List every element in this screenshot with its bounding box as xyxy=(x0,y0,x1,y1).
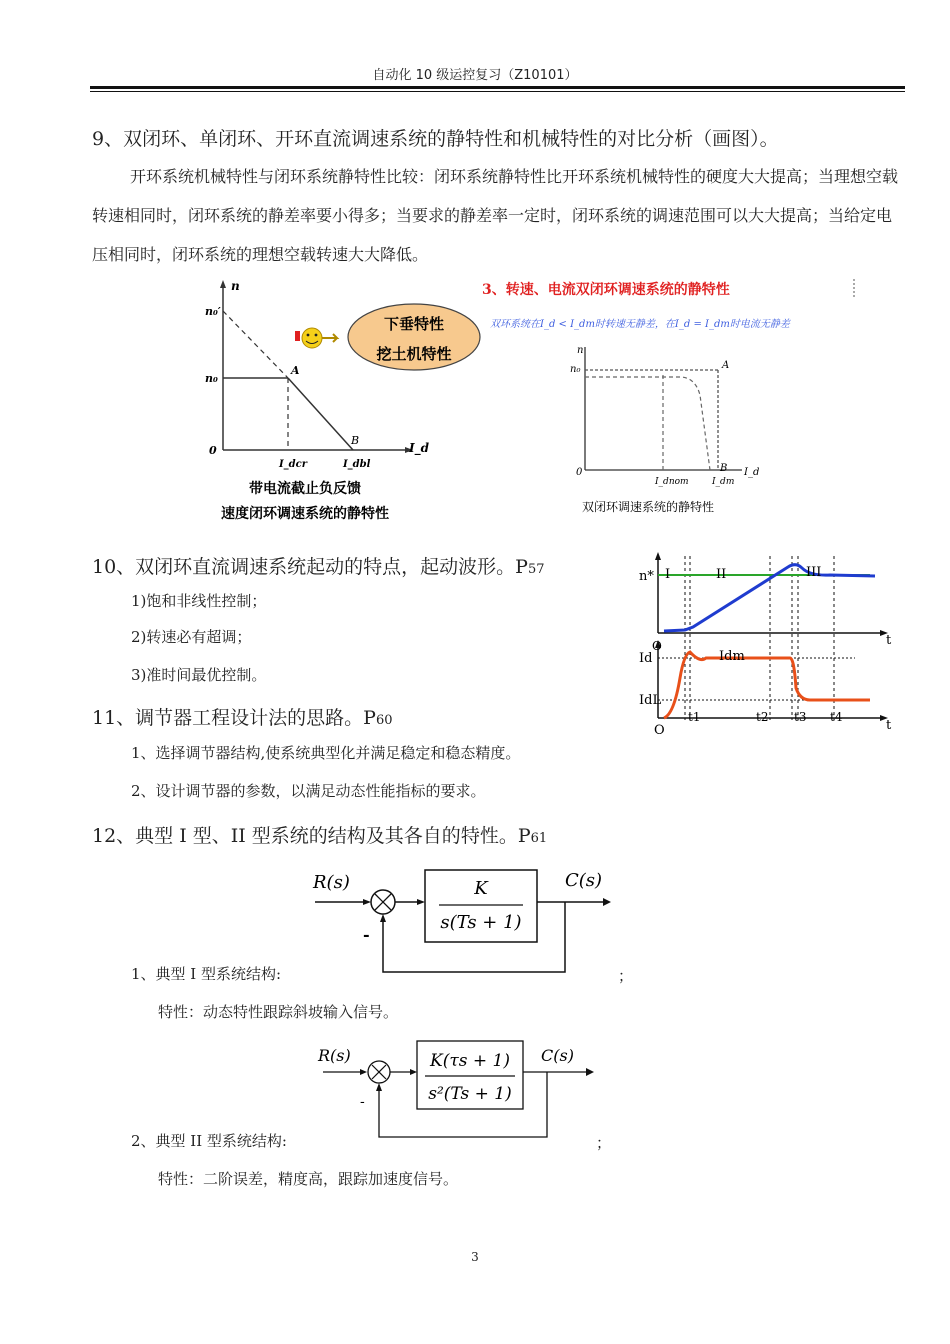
type1-to-block-arrow xyxy=(417,899,425,905)
q10-item-2: 2)转速必有超调； xyxy=(131,628,252,646)
bottom-t-label: t xyxy=(886,718,892,733)
header-rule-thin xyxy=(90,91,905,92)
left-y-arrow xyxy=(220,280,226,288)
right-caption: 双闭环调速系统的静特性 xyxy=(581,500,715,514)
q9-title: 9、双闭环、单闭环、开环直流调速系统的静特性和机械特性的对比分析（画图）。 xyxy=(92,128,779,150)
right-x-label: I_d xyxy=(744,467,760,478)
q10-title xyxy=(92,552,545,579)
type2-structure-label: 2、典型 II 型系统结构: xyxy=(131,1132,287,1150)
bubble-line2: 挖土机特性 xyxy=(376,345,452,363)
left-point-b: B xyxy=(351,434,360,447)
right-idnom-label: I_dnom xyxy=(655,477,689,487)
current-cutoff-static-figure xyxy=(195,275,495,530)
bottom-origin-label: O xyxy=(654,723,665,738)
left-idcr-label: I_dcr xyxy=(279,459,308,470)
t1-label: t1 xyxy=(688,710,701,724)
left-n0-label: n₀ xyxy=(205,372,218,385)
q12-title xyxy=(92,821,547,848)
q11-item-1: 1、选择调节器结构,使系统典型化并满足稳定和稳态精度。 xyxy=(131,744,521,762)
type1-feedback-arrow xyxy=(380,914,386,922)
type2-feature: 特性：二阶误差，精度高，跟踪加速度信号。 xyxy=(158,1170,459,1188)
q10-item-1: 1)饱和非线性控制； xyxy=(131,592,267,610)
q11-page-ref: 60 xyxy=(375,713,393,728)
right-y-label: n xyxy=(577,345,584,356)
type2-denominator: s²(Ts + 1) xyxy=(428,1084,512,1104)
wave-top-y-arrow xyxy=(655,552,661,560)
left-x-label: I_d xyxy=(409,441,430,455)
segment-i-label: I xyxy=(665,567,671,582)
q11-title-text: 11、调节器工程设计法的思路。P xyxy=(92,707,376,729)
type1-numerator: K xyxy=(474,878,488,899)
startup-waveform-figure xyxy=(630,548,900,748)
type1-feature: 特性：动态特性跟踪斜坡输入信号。 xyxy=(158,1003,399,1021)
bubble-line1: 下垂特性 xyxy=(383,315,445,333)
type2-to-block-arrow xyxy=(410,1069,417,1075)
left-y-label: n xyxy=(231,279,240,293)
type2-input-label: R(s) xyxy=(318,1046,351,1065)
right-n0-label: n₀ xyxy=(570,364,581,375)
right-idm-label: I_dm xyxy=(712,477,735,487)
idl-label: IdL xyxy=(639,693,662,708)
left-idbl-label: I_dbl xyxy=(343,459,371,470)
left-drooping-segment xyxy=(288,378,353,450)
left-n0-prime-label: n₀′ xyxy=(205,305,221,318)
left-dashed-drooping xyxy=(223,311,288,378)
segment-ii-label: II xyxy=(716,567,727,582)
right-origin-label: 0 xyxy=(576,467,583,478)
type1-denominator: s(Ts + 1) xyxy=(440,912,522,933)
type2-block-diagram xyxy=(315,1036,605,1146)
left-origin-label: 0 xyxy=(209,444,217,457)
left-caption-line2: 速度闭环调速系统的静特性 xyxy=(221,506,389,522)
q10-item-3: 3)准时间最优控制。 xyxy=(131,666,267,684)
segment-iii-label: III xyxy=(806,565,822,580)
page-number: 3 xyxy=(471,1250,479,1264)
q12-page-ref: 61 xyxy=(530,831,548,846)
page-header: 自动化 10 级运控复习（Z10101） xyxy=(372,68,578,83)
type2-minus-sign: - xyxy=(360,1094,365,1110)
t4-label: t4 xyxy=(830,710,843,724)
type2-output-label: C(s) xyxy=(541,1046,574,1065)
t3-label: t3 xyxy=(794,710,807,724)
double-loop-static-figure xyxy=(480,275,860,525)
q9-paragraph: 开环系统机械特性与闭环系统静特性比较：闭环系统静特性比开环系统机械特性的硬度大大提高；当理想空载转速相同时，闭环系统的静差率要小得多；当要求的静差率一定时，闭环系统的调速范围可以大大提高；当给定电压相同时，闭环系统的理想空载转速大大降低。 xyxy=(92,167,899,264)
type1-output-label: C(s) xyxy=(565,870,603,891)
left-point-a: A xyxy=(291,364,300,377)
q10-page-ref: 57 xyxy=(527,562,545,577)
right-inner-curve xyxy=(585,377,710,470)
left-caption-line1: 带电流截止负反馈 xyxy=(249,481,361,497)
type1-semicolon: ； xyxy=(618,967,634,985)
type1-minus-sign: - xyxy=(363,925,370,944)
n-star-label: n* xyxy=(639,569,654,584)
top-origin-label: O xyxy=(652,639,662,653)
t2-label: t2 xyxy=(756,710,769,724)
type2-feedback-arrow xyxy=(376,1083,382,1091)
type2-output-arrow xyxy=(586,1068,594,1076)
current-curve xyxy=(664,652,870,718)
type1-input-label: R(s) xyxy=(313,872,350,893)
type1-block-diagram xyxy=(305,860,625,980)
right-point-a: A xyxy=(722,360,730,371)
q11-item-2: 2、设计调节器的参数，以满足动态性能指标的要求。 xyxy=(131,782,486,800)
type1-output-arrow xyxy=(603,898,611,906)
right-point-b: B xyxy=(720,463,728,474)
right-title: 3、转速、电流双闭环调速系统的静特性 xyxy=(482,282,730,298)
type2-semicolon: ； xyxy=(596,1134,612,1152)
type2-input-arrow xyxy=(360,1069,367,1075)
idm-label: Idm xyxy=(719,649,745,664)
header-rule-thick xyxy=(90,86,905,89)
q10-title-text: 10、双闭环直流调速系统起动的特点，起动波形。P xyxy=(92,556,528,578)
q12-title-text: 12、典型 I 型、II 型系统的结构及其各自的特性。P xyxy=(92,825,531,847)
top-t-label: t xyxy=(886,633,892,648)
type2-numerator: K(τs + 1) xyxy=(430,1051,510,1071)
type1-input-arrow xyxy=(363,899,371,905)
right-subtitle: 双环系统在I_d < I_dm时转速无静差，在I_d = I_dm时电流无静差 xyxy=(490,319,790,330)
type1-structure-label: 1、典型 I 型系统结构: xyxy=(131,965,282,983)
q11-title xyxy=(92,703,393,730)
id-label: Id xyxy=(639,651,653,666)
smiley-pointer-icon xyxy=(295,328,337,348)
